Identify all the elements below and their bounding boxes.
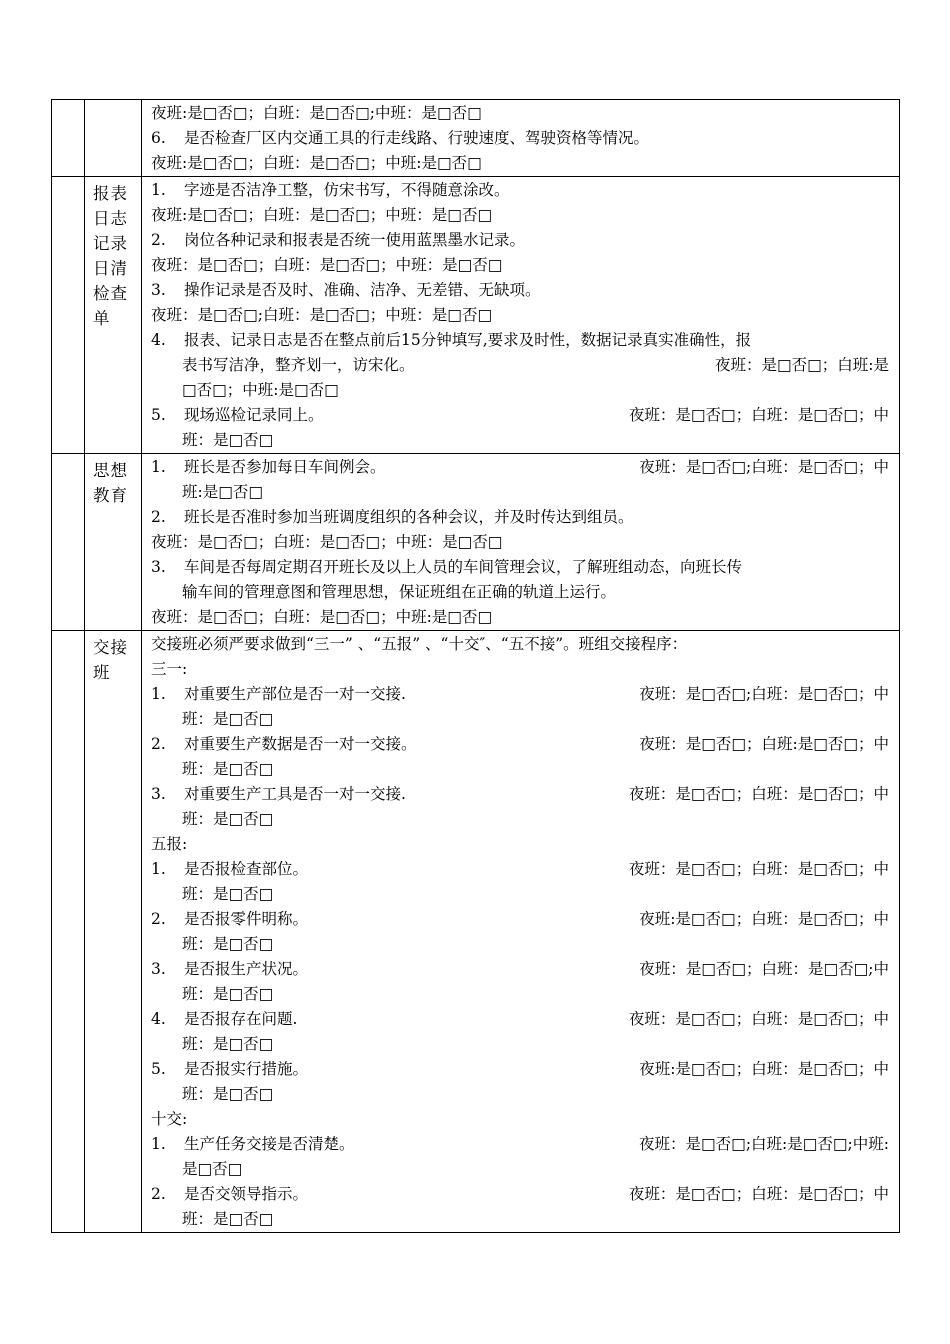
checklist-line: [151, 278, 889, 303]
item-text: 操作记录是否及时、准确、洁净、无差错、无缺项。: [184, 281, 541, 299]
item-text: 夜班：是□否□；白班：是□否□；中班：是□否□: [151, 533, 503, 551]
checklist-line: [151, 1207, 889, 1232]
item-text: 班:是□否□: [182, 483, 264, 501]
item-text: 班：是□否□: [182, 935, 274, 953]
line-left: [151, 1110, 187, 1128]
checklist-table: [51, 99, 900, 1233]
item-number: 5.: [151, 406, 166, 424]
line-left: [151, 660, 187, 678]
line-left: [151, 710, 273, 728]
checklist-content-cell: [142, 454, 900, 631]
line-left: [151, 1132, 355, 1157]
checklist-line: [151, 228, 889, 253]
checklist-line: [151, 555, 889, 580]
item-text: 输车间的管理意图和管理思想，保证班组在正确的轨道上运行。: [182, 583, 617, 601]
item-text: 班：是□否□: [182, 885, 274, 903]
item-text: 字迹是否洁净工整，仿宋书写，不得随意涂改。: [184, 181, 510, 199]
line-left: [151, 231, 525, 249]
shift-answer-checkboxes: 夜班：是□否□；白班:是: [714, 356, 889, 374]
item-number: 5.: [151, 1060, 166, 1078]
line-left: [151, 403, 324, 428]
checklist-line: [151, 328, 889, 353]
category-cell: [85, 454, 142, 631]
item-number: 3.: [151, 785, 166, 803]
line-left: [151, 483, 263, 501]
item-text: 夜班:是□否□；白班：是□否□；中班：是□否□: [151, 206, 493, 224]
line-left: [151, 957, 308, 982]
checklist-line: [151, 101, 889, 126]
line-left: [151, 104, 482, 122]
checklist-line: [151, 907, 889, 932]
checklist-line: [151, 782, 889, 807]
item-text: 夜班：是□否□；白班：是□否□；中班:是□否□: [151, 608, 493, 626]
item-text: 班长是否参加每日车间例会。: [184, 458, 386, 476]
item-number: 2.: [151, 910, 166, 928]
item-text: 夜班:是□否□；白班：是□否□；中班:是□否□: [151, 154, 482, 172]
line-left: [151, 558, 742, 576]
line-left: [151, 583, 616, 601]
line-left: [151, 857, 308, 882]
line-left: [151, 533, 502, 551]
section-row: [52, 100, 900, 177]
checklist-line: [151, 932, 889, 957]
line-left: [151, 306, 492, 324]
checklist-line: [151, 1157, 889, 1182]
category-label: 交接班: [93, 638, 128, 682]
checklist-line: [151, 126, 889, 151]
shift-answer-checkboxes: 夜班：是□否□；白班：是□否□;中: [639, 960, 889, 978]
line-left: [151, 353, 415, 378]
item-text: 班：是□否□: [182, 1210, 274, 1228]
item-number: 1.: [151, 458, 166, 476]
checklist-line: [151, 455, 889, 480]
item-text: 是否报零件明称。: [184, 910, 309, 928]
checklist-content-cell: [142, 631, 900, 1233]
section-row: [52, 177, 900, 454]
item-text: 是否报实行措施。: [184, 1060, 309, 1078]
shift-answer-checkboxes: 夜班：是□否□;白班:是□否□;中班:: [639, 1135, 889, 1153]
shift-answer-checkboxes: 夜班:是□否□；白班：是□否□；中: [639, 1060, 889, 1078]
checklist-line: [151, 757, 889, 782]
line-left: [151, 508, 634, 526]
shift-answer-checkboxes: 夜班：是□否□；白班：是□否□；中: [628, 1010, 889, 1028]
line-left: [151, 206, 492, 224]
checklist-line: [151, 807, 889, 832]
checklist-line: [151, 982, 889, 1007]
checklist-line: [151, 957, 889, 982]
checklist-line: [151, 151, 889, 176]
item-text: 现场巡检记录同上。: [184, 406, 324, 424]
item-text: 夜班:是□否□；白班：是□否□;中班：是□否□: [151, 104, 482, 122]
checklist-line: [151, 657, 889, 682]
item-text: 班：是□否□: [182, 1085, 274, 1103]
checklist-line: [151, 203, 889, 228]
item-text: 班：是□否□: [182, 760, 274, 778]
checklist-line: [151, 1032, 889, 1057]
item-text: 对重要生产部位是否一对一交接.: [184, 685, 406, 703]
item-text: 表书写洁净，整齐划一，访宋化。: [182, 356, 415, 374]
line-left: [151, 256, 502, 274]
item-text: 是否报生产状况。: [184, 960, 309, 978]
item-number: 4.: [151, 331, 166, 349]
line-left: [151, 732, 417, 757]
item-number: 6.: [151, 129, 166, 147]
line-left: [151, 1160, 242, 1178]
checklist-line: [151, 253, 889, 278]
checklist-line: [151, 882, 889, 907]
item-number: 1.: [151, 685, 166, 703]
item-text: 五报:: [151, 835, 188, 853]
checklist-line: [151, 580, 889, 605]
line-left: [151, 381, 339, 399]
shift-answer-checkboxes: 夜班：是□否□；白班：是□否□；中: [628, 406, 889, 424]
line-left: [151, 1085, 273, 1103]
item-text: 班：是□否□: [182, 431, 274, 449]
line-left: [151, 810, 273, 828]
checklist-line: [151, 1107, 889, 1132]
checklist-line: [151, 857, 889, 882]
item-number: 3.: [151, 558, 166, 576]
item-text: 班长是否准时参加当班调度组织的各种会议，并及时传达到组员。: [184, 508, 634, 526]
item-number: 1.: [151, 181, 166, 199]
shift-answer-checkboxes: 夜班：是□否□；白班：是□否□；中: [628, 785, 889, 803]
item-number: 1.: [151, 1135, 166, 1153]
line-left: [151, 935, 273, 953]
line-left: [151, 782, 406, 807]
line-left: [151, 635, 687, 653]
item-text: 报表、记录日志是否在整点前后15分钟填写,要求及时性，数据记录真实准确性，报: [184, 331, 752, 349]
item-text: 夜班：是□否□；白班：是□否□；中班：是□否□: [151, 256, 503, 274]
checklist-line: [151, 682, 889, 707]
item-text: 是□否□: [182, 1160, 243, 1178]
shift-answer-checkboxes: 夜班：是□否□;白班：是□否□；中: [639, 458, 889, 476]
item-number: 2.: [151, 508, 166, 526]
item-number: 4.: [151, 1010, 166, 1028]
checklist-line: [151, 530, 889, 555]
line-left: [151, 1210, 273, 1228]
item-text: 岗位各种记录和报表是否统一使用蓝黑墨水记录。: [184, 231, 526, 249]
checklist-content-cell: [142, 177, 900, 454]
shift-answer-checkboxes: 夜班:是□否□；白班：是□否□；中: [639, 910, 889, 928]
checklist-line: [151, 707, 889, 732]
index-cell: [52, 100, 85, 177]
line-left: [151, 154, 482, 172]
item-text: □否□；中班:是□否□: [182, 381, 339, 399]
line-left: [151, 129, 649, 147]
checklist-line: [151, 605, 889, 630]
item-number: 2.: [151, 735, 166, 753]
checklist-line: [151, 732, 889, 757]
checklist-line: [151, 353, 889, 378]
checklist-line: [151, 378, 889, 403]
line-left: [151, 1007, 297, 1032]
checklist-line: [151, 505, 889, 530]
item-number: 2.: [151, 1185, 166, 1203]
item-text: 交接班必须严要求做到“三一” 、“五报” 、“十交″、“五不接”。班组交接程序：: [151, 635, 688, 653]
category-cell: [85, 177, 142, 454]
checklist-content-cell: [142, 100, 900, 177]
category-cell: [85, 631, 142, 1233]
item-text: 十交:: [151, 1110, 188, 1128]
category-label: 报表日志记录日清检查单: [93, 184, 128, 328]
shift-answer-checkboxes: 夜班：是□否□；白班：是□否□；中: [628, 860, 889, 878]
line-left: [151, 907, 308, 932]
line-left: [151, 1182, 308, 1207]
checklist-line: [151, 632, 889, 657]
index-cell: [52, 177, 85, 454]
item-text: 对重要生产工具是否一对一交接.: [184, 785, 406, 803]
line-left: [151, 1035, 273, 1053]
item-number: 3.: [151, 281, 166, 299]
category-label: 思想教育: [93, 461, 128, 505]
item-text: 班：是□否□: [182, 1035, 274, 1053]
item-text: 夜班：是□否□;白班：是□否□；中班：是□否□: [151, 306, 493, 324]
checklist-line: [151, 1082, 889, 1107]
item-text: 对重要生产数据是否一对一交接。: [184, 735, 417, 753]
line-left: [151, 1057, 308, 1082]
checklist-line: [151, 303, 889, 328]
item-text: 三一:: [151, 660, 188, 678]
checklist-line: [151, 480, 889, 505]
line-left: [151, 181, 510, 199]
index-cell: [52, 454, 85, 631]
checklist-line: [151, 403, 889, 428]
item-text: 车间是否每周定期召开班长及以上人员的车间管理会议，了解班组动态，向班长传: [184, 558, 743, 576]
checklist-line: [151, 1182, 889, 1207]
line-left: [151, 760, 273, 778]
section-row: [52, 631, 900, 1233]
line-left: [151, 835, 187, 853]
item-text: 生产任务交接是否清楚。: [184, 1135, 355, 1153]
item-text: 班：是□否□: [182, 810, 274, 828]
line-left: [151, 431, 273, 449]
line-left: [151, 682, 406, 707]
section-row: [52, 454, 900, 631]
line-left: [151, 281, 541, 299]
item-text: 班：是□否□: [182, 985, 274, 1003]
checklist-line: [151, 1057, 889, 1082]
item-text: 是否报存在问题.: [184, 1010, 298, 1028]
item-text: 是否报检查部位。: [184, 860, 309, 878]
line-left: [151, 608, 492, 626]
line-left: [151, 331, 751, 349]
line-left: [151, 985, 273, 1003]
item-number: 1.: [151, 860, 166, 878]
item-text: 是否检查厂区内交通工具的行走线路、行驶速度、驾驶资格等情况。: [184, 129, 650, 147]
shift-answer-checkboxes: 夜班：是□否□;白班：是□否□；中: [639, 685, 889, 703]
category-cell: [85, 100, 142, 177]
checklist-line: [151, 1132, 889, 1157]
index-cell: [52, 631, 85, 1233]
checklist-line: [151, 1007, 889, 1032]
line-left: [151, 885, 273, 903]
item-number: 2.: [151, 231, 166, 249]
checklist-line: [151, 832, 889, 857]
line-left: [151, 455, 386, 480]
checklist-line: [151, 178, 889, 203]
item-text: 是否交领导指示。: [184, 1185, 309, 1203]
item-text: 班：是□否□: [182, 710, 274, 728]
shift-answer-checkboxes: 夜班：是□否□；白班：是□否□；中: [628, 1185, 889, 1203]
checklist-line: [151, 428, 889, 453]
item-number: 3.: [151, 960, 166, 978]
checklist-body: [52, 100, 900, 1233]
shift-answer-checkboxes: 夜班：是□否□；白班:是□否□；中: [639, 735, 889, 753]
